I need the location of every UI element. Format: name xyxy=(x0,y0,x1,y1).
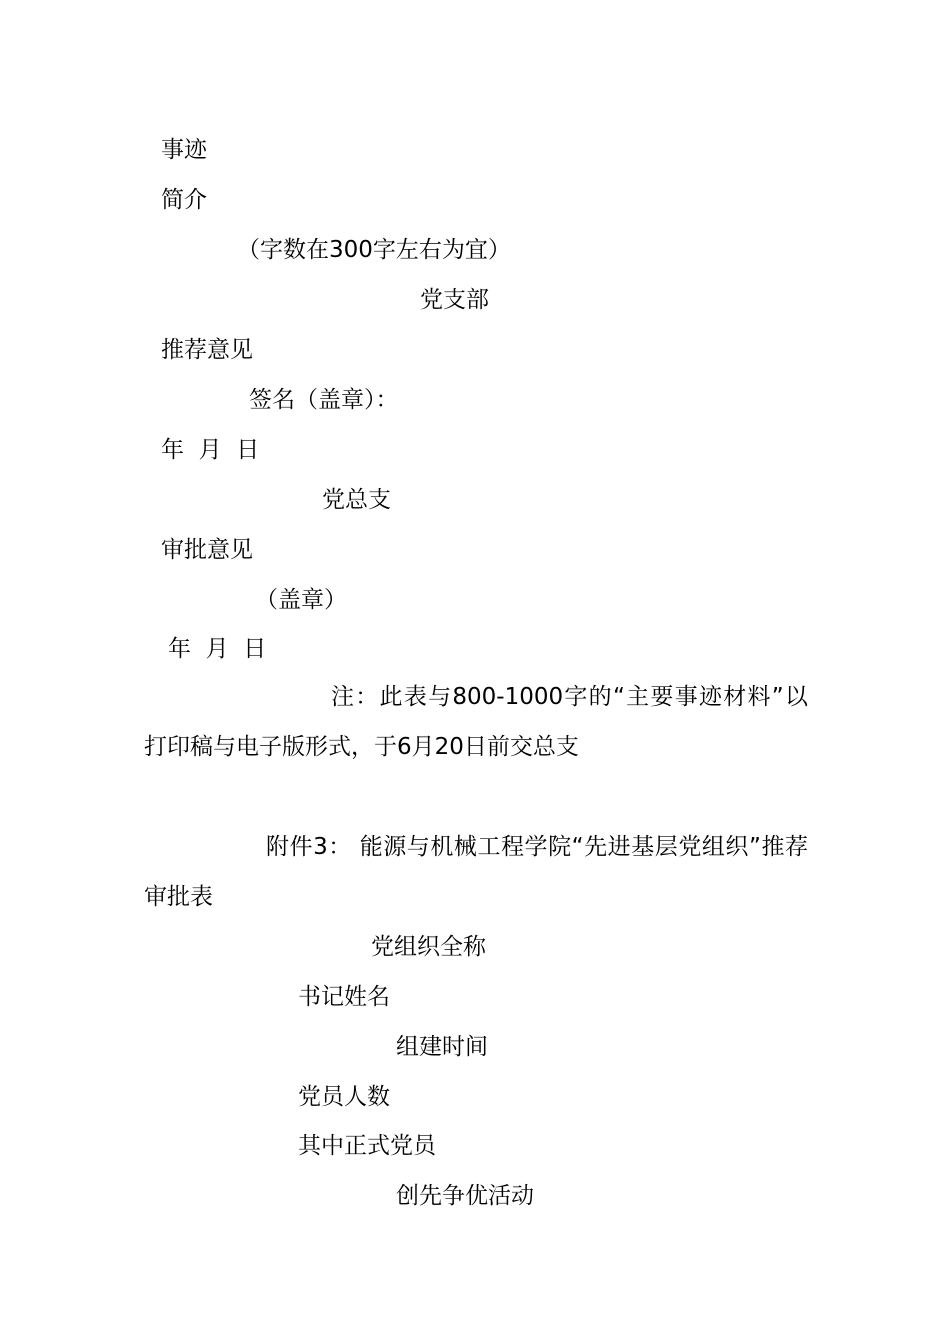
field-excellence-activities: 创先争优活动 xyxy=(396,1183,534,1209)
seal-label: （盖章） xyxy=(255,587,347,613)
date-line-approval: 年 月 日 xyxy=(168,636,267,662)
deeds-label-line-1: 事迹 xyxy=(161,137,207,163)
date-line-recommend: 年 月 日 xyxy=(161,437,260,463)
branch-label: 党支部 xyxy=(420,287,489,313)
submission-note: 注：此表与800-1000字的“主要事迹材料”以打印稿与电子版形式，于6月20日前交总支 xyxy=(144,684,808,760)
field-founded-time: 组建时间 xyxy=(396,1034,488,1060)
attachment-title: 附件3： 能源与机械工程学院“先进基层党组织”推荐审批表 xyxy=(144,834,808,910)
deeds-label-line-2: 简介 xyxy=(161,187,207,213)
field-org-full-name: 党组织全称 xyxy=(371,934,486,960)
general-branch-label: 党总支 xyxy=(322,487,391,513)
field-secretary-name: 书记姓名 xyxy=(298,984,390,1010)
recommend-opinion-label: 推荐意见 xyxy=(161,337,253,363)
field-formal-members: 其中正式党员 xyxy=(298,1133,436,1159)
field-member-count: 党员人数 xyxy=(298,1084,390,1110)
approval-opinion-label: 审批意见 xyxy=(161,537,253,563)
deeds-word-count-hint: （字数在300字左右为宜） xyxy=(237,237,511,263)
signature-seal-label: 签名（盖章）： xyxy=(249,387,399,413)
